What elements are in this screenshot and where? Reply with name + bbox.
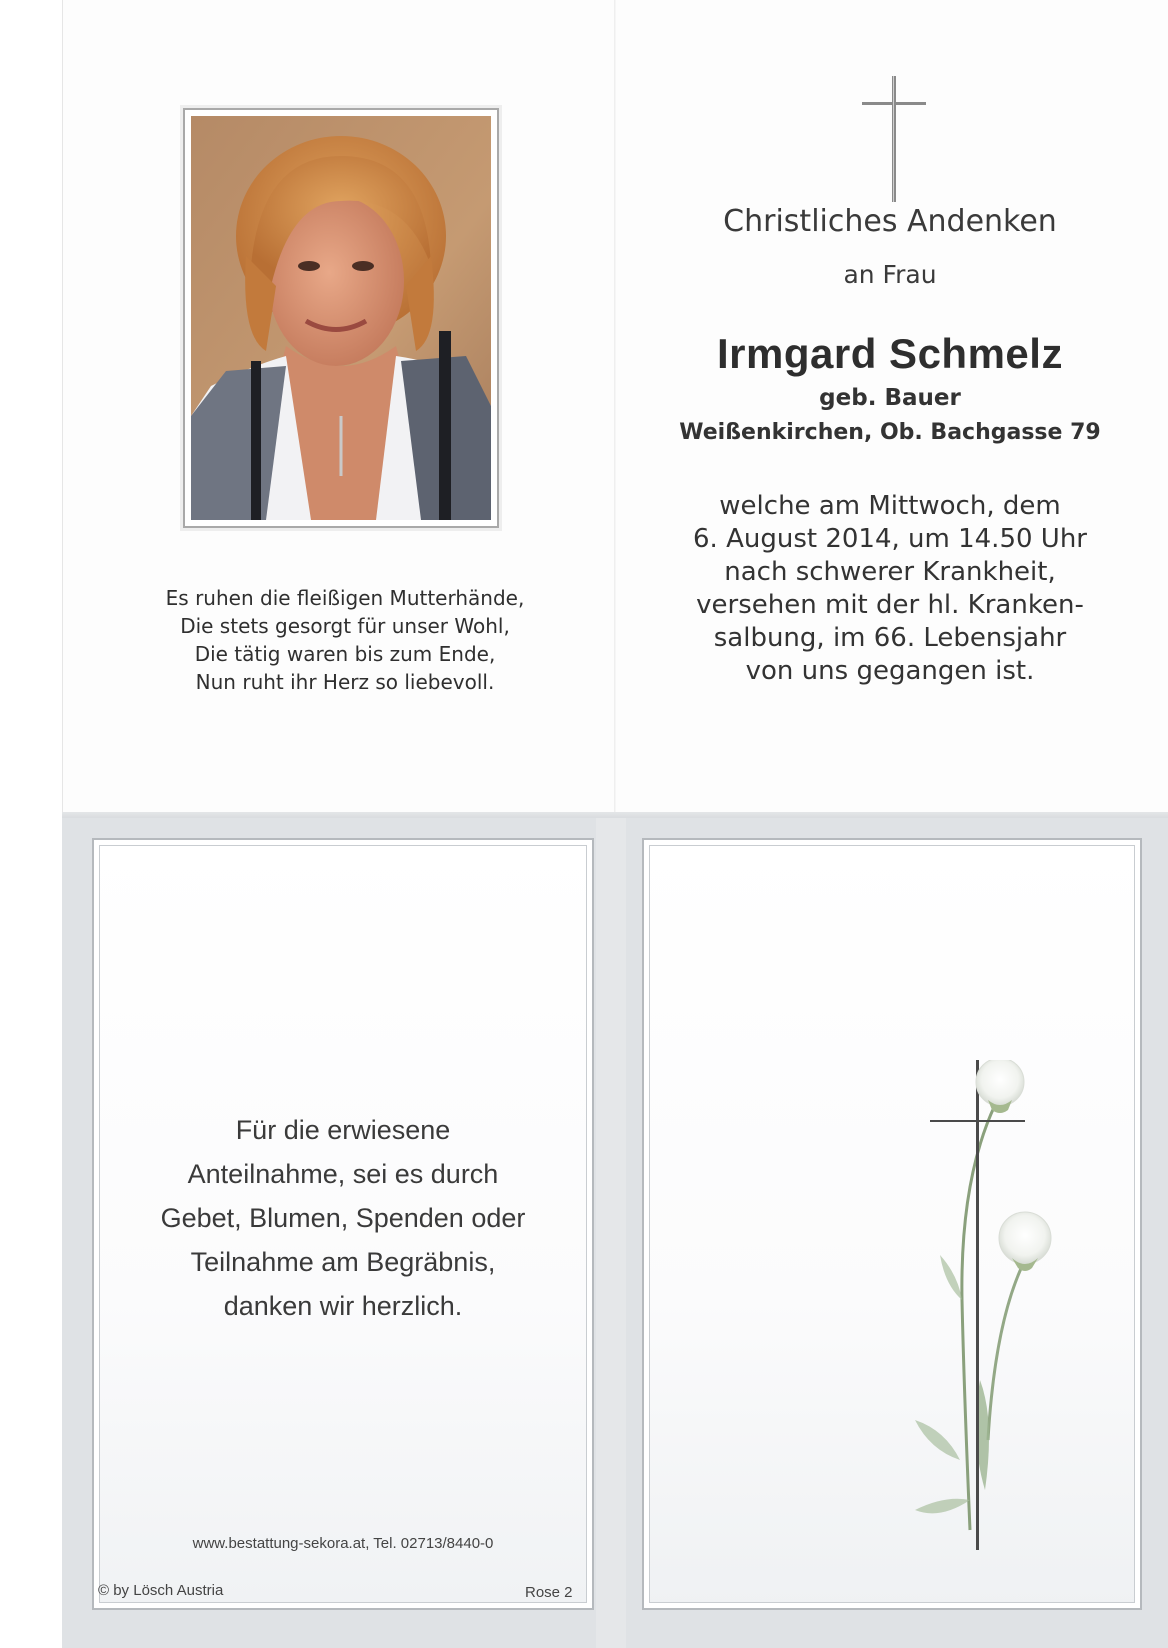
thanks-text xyxy=(100,1108,586,1328)
address: Weißenkirchen, Ob. Bachgasse 79 xyxy=(679,420,1101,445)
poem-line: Es ruhen die fleißigen Mutterhände, xyxy=(165,586,525,610)
poem-line: Die tätig waren bis zum Ende, xyxy=(194,642,496,666)
center-fold-gap xyxy=(596,818,626,1648)
deceased-name: Irmgard Schmelz xyxy=(717,330,1063,377)
notice-line: nach schwerer Krankheit, xyxy=(724,557,1056,587)
card-heading: Christliches Andenken xyxy=(723,204,1057,239)
thanks-line: Teilnahme am Begräbnis, xyxy=(190,1247,496,1277)
notice-line: versehen mit der hl. Kranken- xyxy=(696,590,1084,620)
memorial-poem xyxy=(140,584,550,696)
poem-line: Die stets gesorgt für unser Wohl, xyxy=(180,614,510,638)
poem-line: Nun ruht ihr Herz so liebevoll. xyxy=(195,670,495,694)
design-label: Rose 2 xyxy=(525,1584,573,1601)
notice-line: 6. August 2014, um 14.50 Uhr xyxy=(693,524,1087,554)
thanks-line: Anteilnahme, sei es durch xyxy=(187,1159,499,1189)
thanks-line: Für die erwiesene xyxy=(235,1115,451,1145)
death-notice xyxy=(640,490,1140,688)
thanks-line: Gebet, Blumen, Spenden oder xyxy=(160,1203,526,1233)
copyright-notice: © by Lösch Austria xyxy=(98,1582,224,1599)
salutation: an Frau xyxy=(843,260,937,289)
maiden-name: geb. Bauer xyxy=(819,385,961,411)
cross-with-white-roses xyxy=(900,1060,1080,1560)
horizontal-fold-line xyxy=(62,812,1168,818)
portrait-photo xyxy=(191,116,491,520)
portrait-photo-frame xyxy=(183,108,499,528)
funeral-home-contact: www.bestattung-sekora.at, Tel. 02713/8440-0 xyxy=(192,1535,494,1552)
notice-line: salbung, im 66. Lebensjahr xyxy=(713,623,1067,653)
thanks-line: danken wir herzlich. xyxy=(223,1291,463,1321)
latin-cross-icon xyxy=(862,76,926,202)
vertical-fold-line xyxy=(614,0,616,815)
notice-line: welche am Mittwoch, dem xyxy=(719,491,1061,521)
notice-line: von uns gegangen ist. xyxy=(745,656,1035,686)
